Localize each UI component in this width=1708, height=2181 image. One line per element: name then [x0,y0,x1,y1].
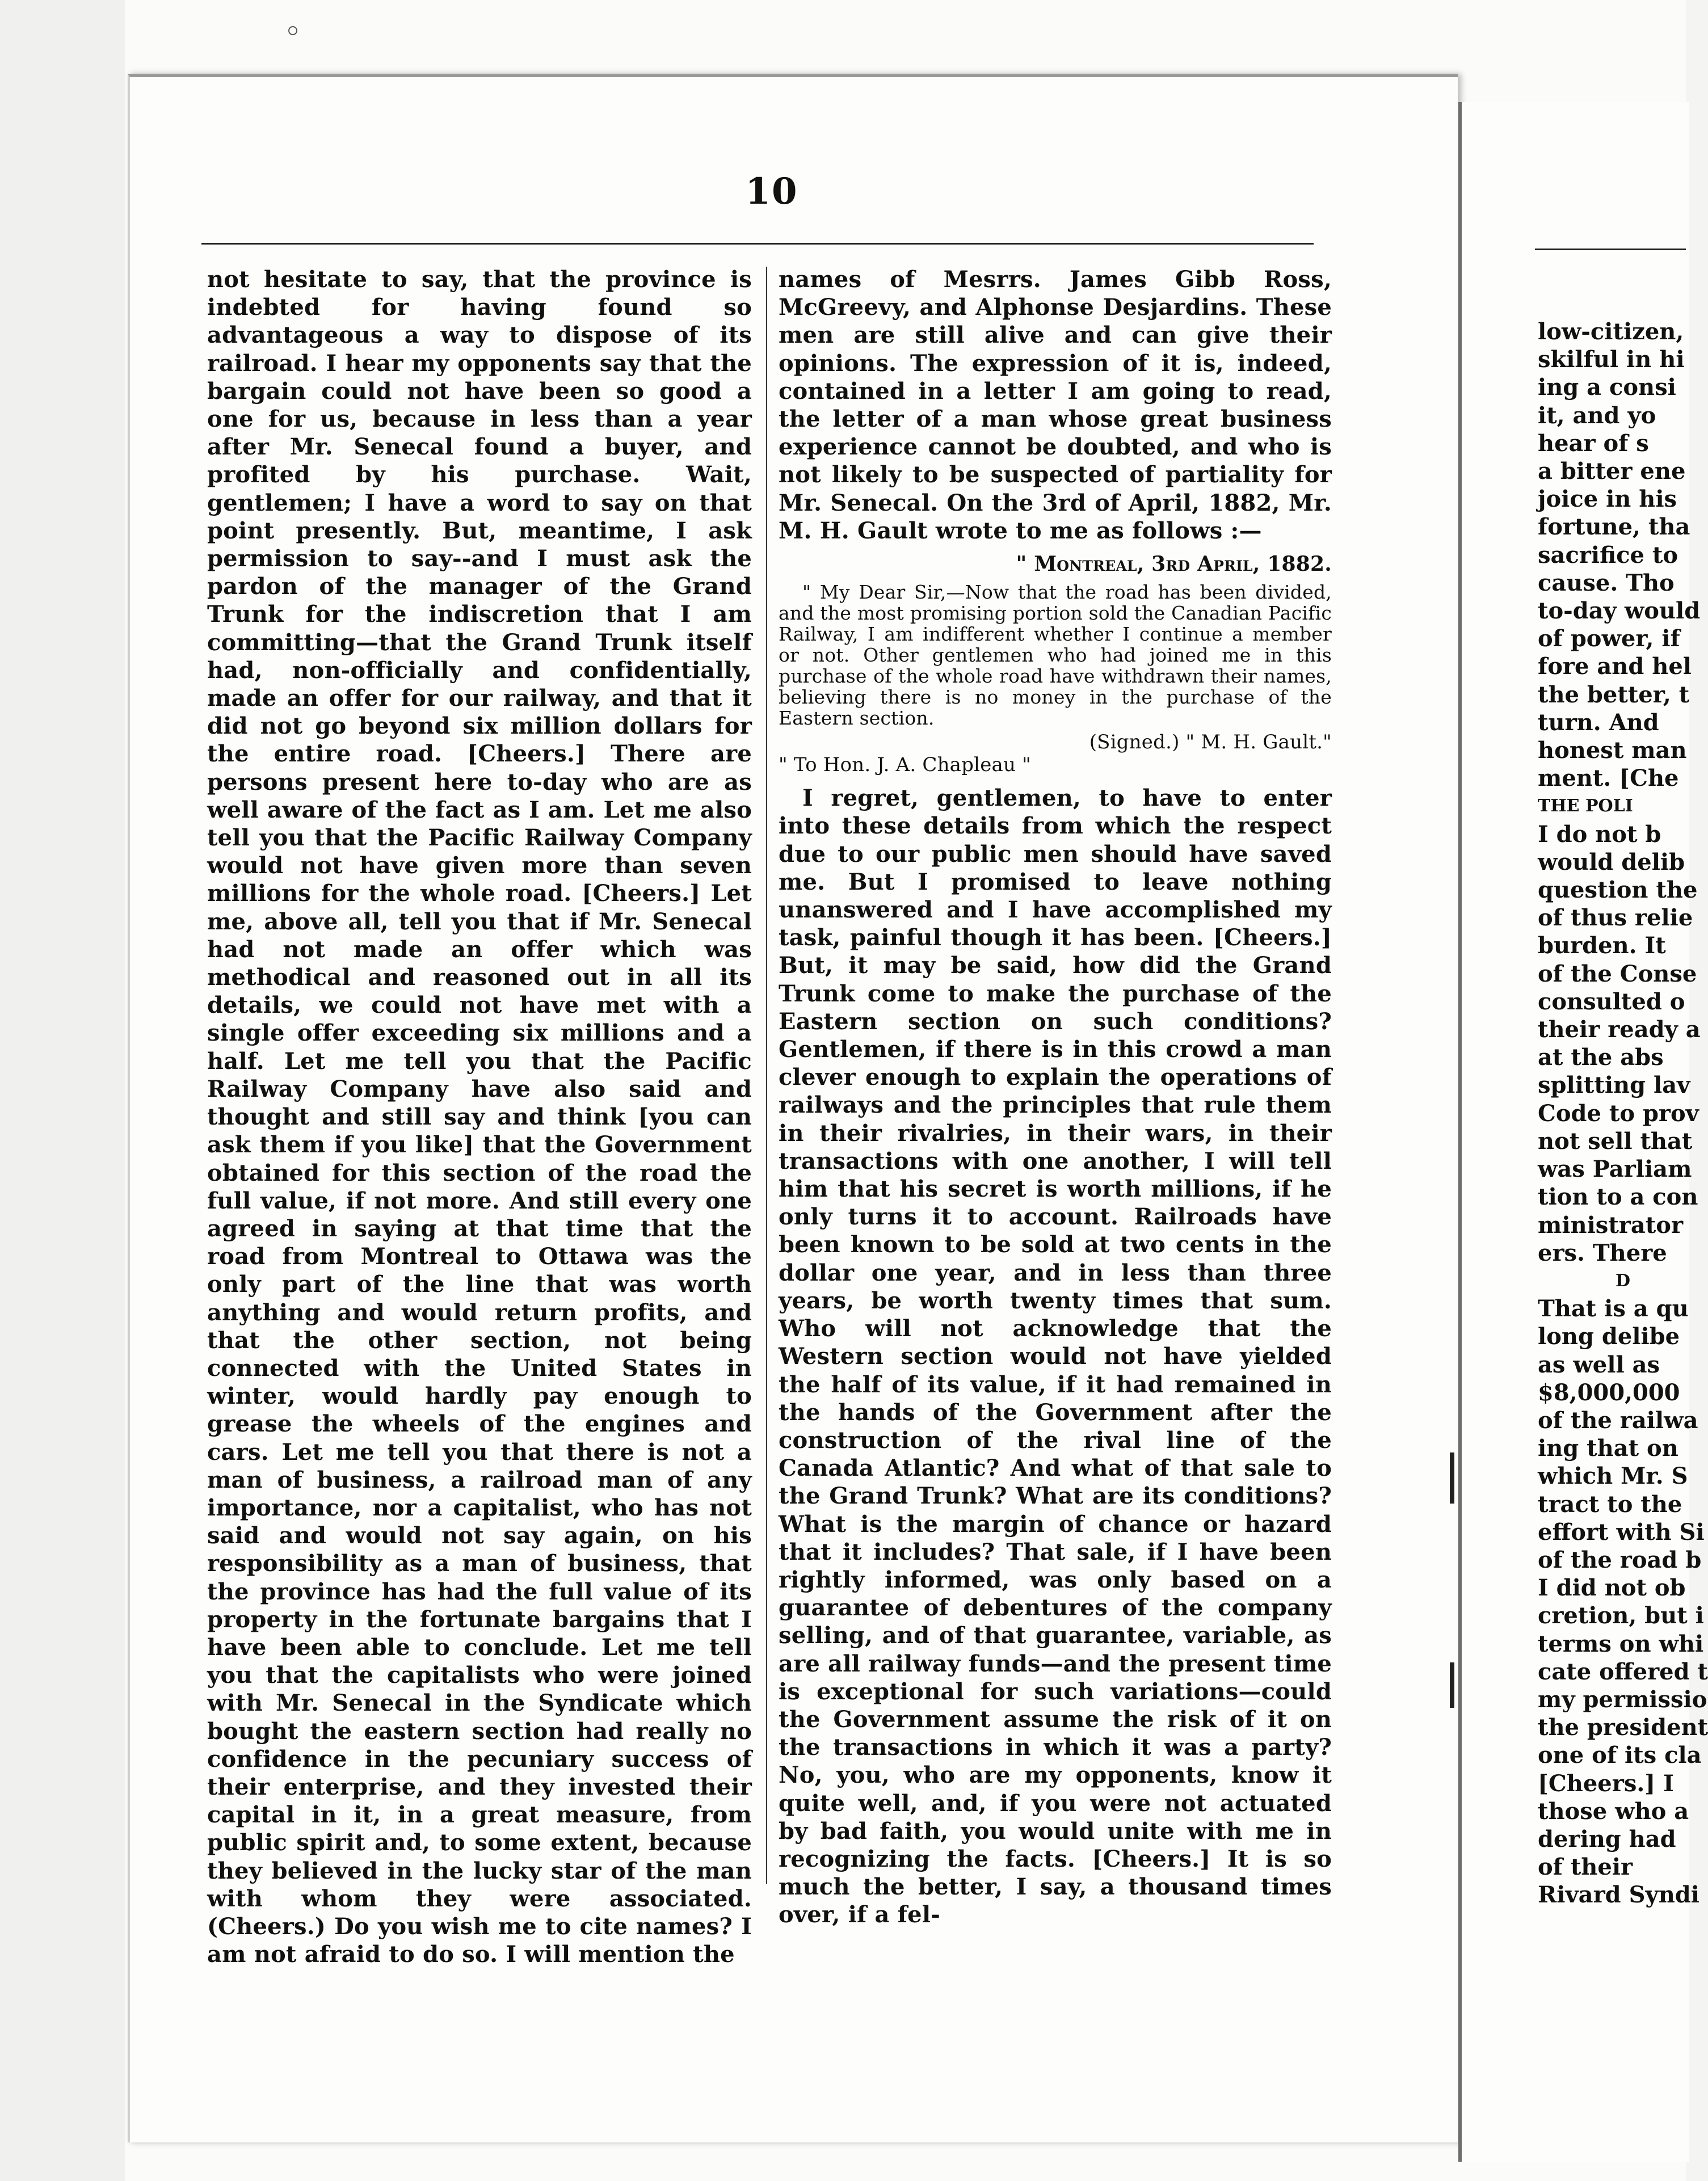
adjacent-page-line: ing a consi [1538,374,1676,401]
right-column-intro: names of Mesrrs. James Gibb Ross, McGreevy, and Alphonse Desjardins. These men are still alive and can give their opinions. The expression of it is, indeed, contained in a letter I am going to read, the letter of a man whose great business experience cannot be doubted, and who is not likely to be suspected of partiality for Mr. Senecal. On the 3rd of April, 1882, Mr. M. H. Gault wrote to me as follows :— [779,266,1332,544]
adjacent-page-line: it, and yo [1538,402,1656,429]
letter-heading: " Montreal, 3rd April, 1882. [1016,552,1332,576]
letter-signature: (Signed.) " M. H. Gault." [1089,731,1332,754]
adjacent-page-line: which Mr. S [1538,1463,1688,1490]
adjacent-page-line: my permissio [1538,1686,1707,1713]
letter-body: " My Dear Sir,—Now that the road has been divided, and the most promising portion sold the Canadian Pacific Railway, I am indifferent whether I continue a member or not. Other gentlemen who had joined me in this purchase of the whole road have withdrawn their names, believing there is no money in the purchase of the Eastern section. [779,581,1332,730]
adjacent-page-line: not sell that [1538,1127,1693,1155]
adjacent-page-line: sacrifice to [1538,541,1678,569]
adjacent-page-line: honest man [1538,737,1687,764]
adjacent-page-line: of their [1538,1854,1633,1881]
adjacent-page-line: hear of s [1538,430,1649,457]
adjacent-page-rule [1535,249,1686,250]
adjacent-page-line: terms on whi [1538,1630,1704,1657]
adjacent-page-line: skilful in hi [1538,346,1685,373]
binding-mark [1450,1452,1454,1504]
adjacent-page-line: consulted o [1538,988,1685,1015]
adjacent-page-line: the president [1538,1714,1708,1741]
adjacent-page-line: as well as [1538,1351,1660,1378]
binding-mark [1450,1662,1454,1708]
adjacent-page-line: ers. There [1538,1239,1667,1266]
adjacent-page-line: fortune, tha [1538,513,1690,541]
adjacent-page-line: of the Conse [1538,960,1697,987]
adjacent-page-line: cause. Tho [1538,569,1675,596]
adjacent-page-line: those who a [1538,1797,1689,1825]
adjacent-page-line: of the road b [1538,1546,1702,1573]
adjacent-page-text [1538,318,1708,1909]
adjacent-page-line: ministrator [1538,1211,1684,1239]
adjacent-page-line: long delibe [1538,1323,1680,1350]
adjacent-page-line: Rivard Syndi [1538,1881,1699,1909]
header-rule [201,243,1314,245]
adjacent-page-line: cretion, but i [1538,1602,1704,1630]
letter-addressee: " To Hon. J. A. Chapleau " [779,753,1031,777]
adjacent-page-line: ment. [Che [1538,765,1679,792]
adjacent-page-line: joice in his [1538,486,1677,513]
adjacent-page-line: low-citizen, [1538,318,1684,345]
adjacent-page-line: [Cheers.] I [1538,1770,1674,1797]
adjacent-page-line: was Parliam [1538,1156,1692,1183]
adjacent-page-line: cate offered t [1538,1658,1708,1685]
adjacent-page-line: splitting lav [1538,1072,1690,1099]
adjacent-page-line: That is a qu [1538,1295,1689,1323]
column-divider [766,267,767,1884]
adjacent-page-line: D [1615,1270,1630,1291]
adjacent-page-line: turn. And [1538,709,1659,736]
adjacent-page-line: dering had [1538,1825,1676,1852]
adjacent-page-line: to-day would [1538,597,1701,625]
adjacent-page-line: one of its cla [1538,1742,1702,1769]
adjacent-page-line: I did not ob [1538,1574,1686,1602]
scanner-margin [0,0,125,2181]
adjacent-page-line: the better, t [1538,681,1690,708]
adjacent-page-line: burden. It [1538,932,1666,959]
adjacent-page-line: Code to prov [1538,1100,1699,1127]
adjacent-page-line: I do not b [1538,820,1661,848]
adjacent-page-line: question the [1538,877,1698,904]
adjacent-page-line: THE POLI [1538,796,1633,816]
adjacent-page-line: of the railwa [1538,1407,1698,1434]
adjacent-page-line: their ready a [1538,1016,1701,1043]
adjacent-page-line: ing that on [1538,1435,1678,1462]
right-column-body: I regret, gentlemen, to have to enter into these details from which the respect due to our public men should have saved me. But I promised to leave nothing unanswered and I have accomplished my task, painful though it has been. [Cheers.] But, it may be said, how did the Grand Trunk come to make the purchase of the Eastern section on such conditions? Gentlemen, if there is in this crowd a man clever enough to explain the operations of railways and the principles that rule them in their rivalries, in their wars, in their transactions with one another, I will tell him that his secret is worth millions, if he only turns it to account. Railroads have been known to be sold at two cents in the dollar one year, and in less than three years, be worth twenty times that sum. Who will not acknowledge that the Western section would not have yielded the half of its value, if it had remained in the hands of the Government after the construction of the rival line of the Canada Atlantic? And what of that sale to the Grand Trunk? What are its conditions? What is the margin of chance or hazard that it includes? That sale, if I have been rightly informed, was only based on a guarantee of debentures of the company selling, and of that guarantee, variable, as are all railway funds—and the present time is exceptional for such variations—could the Government assume the risk of it on the transactions in which it was a party? No, you, who are my opponents, know it quite well, and, if you were not actuated by bad faith, you would unite with me in recognizing the facts. [Cheers.] It is so much the better, I say, a thousand times over, if a fel- [779,785,1332,1929]
adjacent-page-line: $8,000,000 [1538,1379,1680,1406]
adjacent-page-line: would delib [1538,848,1685,875]
adjacent-page-line: fore and hel [1538,653,1692,680]
left-column [207,266,752,1968]
adjacent-page-line: at the abs [1538,1044,1664,1071]
adjacent-page-line: of power, if [1538,625,1680,652]
scan-speck [288,26,297,35]
left-column-text: not hesitate to say, that the province is indebted for having found so advantageous a way to dispose of its railroad. I hear my opponents say that the bargain could not have been so good a one for us, because in less than a year after Mr. Senecal found a buyer, and profited by his purchase. Wait, gentlemen; I have a word to say on that point presently. But, meantime, I ask permission to say--and I must ask the pardon of the manager of the Grand Trunk for the indiscretion that I am committing—that the Grand Trunk itself had, non-officially and confidentially, made an offer for our railway, and that it did not go beyond six million dollars for the entire road. [Cheers.] There are persons present here to-day who are as well aware of the fact as I am. Let me also tell you that the Pacific Railway Company would not have given more than seven millions for the whole road. [Cheers.] Let me, above all, tell you that if Mr. Senecal had not made an offer which was methodical and reasoned out in all its details, we could not have met with a single offer exceeding six millions and a half. Let me tell you that the Pacific Railway Company have also said and thought and still say and think [you can ask them if you like] that the Government obtained for this section of the road the full value, if not more. And still every one agreed in saying at that time that the road from Montreal to Ottawa was the only part of the line that was worth anything and would return profits, and that the other section, not being connected with the United States in winter, would hardly pay enough to grease the wheels of the engines and cars. Let me tell you that there is not a man of business, a railroad man of any importance, nor a capitalist, who has not said and would not say again, on his responsibility as a man of business, that the province has had the full value of its property in the fortunate bargains that I have been able to conclude. Let me tell you that the capitalists who were joined with Mr. Senecal in the Syndicate which bought the eastern section had really no confidence in the pecuniary success of their enterprise, and they invested their capital in it, in a great measure, from public spirit and, to some extent, because they believed in the lucky star of the man with whom they were associated. (Cheers.) Do you wish me to cite names? I am not afraid to do so. I will mention the [207,266,752,1968]
adjacent-page-line: effort with Si [1538,1518,1705,1546]
adjacent-page-line: tract to the [1538,1491,1682,1518]
adjacent-page-line: of thus relie [1538,904,1693,932]
adjacent-page-line: a bitter ene [1538,458,1686,485]
page-number: 10 [745,170,798,213]
right-column [779,266,1332,1929]
adjacent-page-line: tion to a con [1538,1184,1698,1211]
